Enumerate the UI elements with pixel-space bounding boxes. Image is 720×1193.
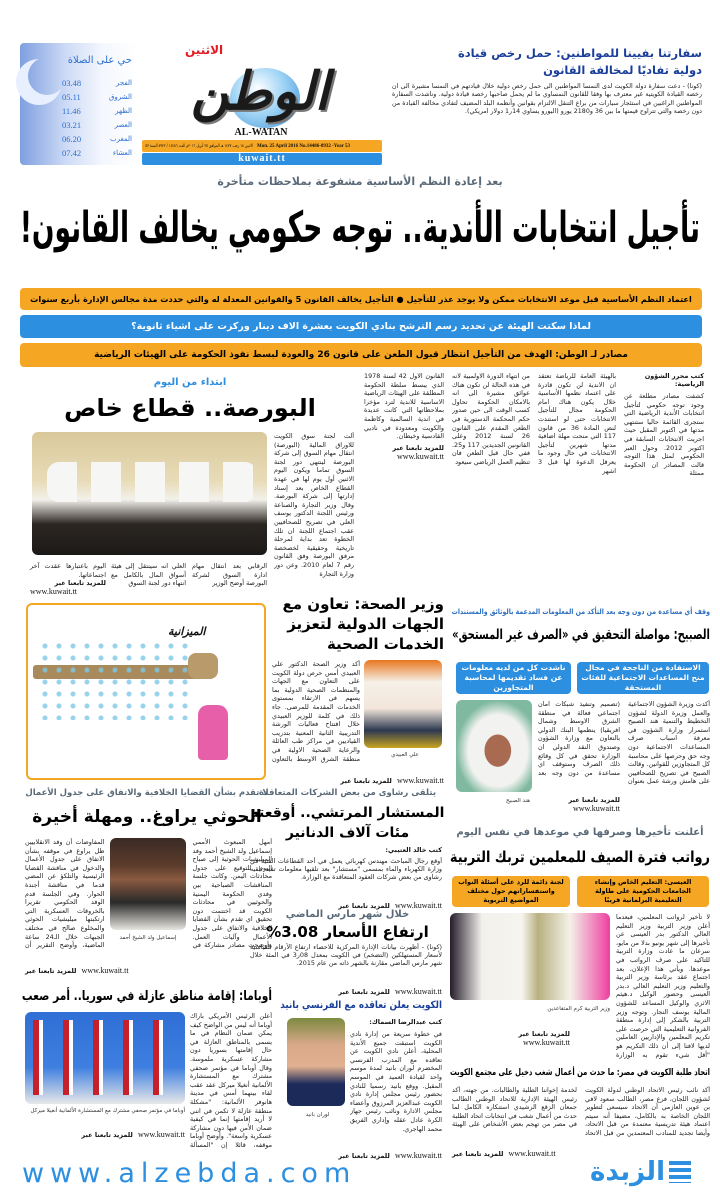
main-url[interactable]: www.kuwait.tt xyxy=(396,451,444,461)
bourse-more: للمزيد تابعنا عبر xyxy=(54,579,106,588)
footer-logo xyxy=(590,1153,700,1191)
health-body: أكد وزير الصحة الدكتور علي العبيدي أمس حرص دولة الكويت على التعاون مع الجهات والمنظمات الصحية الدولية بما يسهم في الارتقاء بمستوى الخدمات المقدمة للمرضى. جاء ذلك في كلمة للوزير العبيدي خلال افتتاح فعاليات الورشة التدريبية الثانية المعنية بتدريب القياديين في مراكز طب العائلة والرعاية الصحية الاولية في منطقة الشرق الاوسط بالتعاون xyxy=(272,660,360,763)
subaih-headline[interactable]: الصبيح: مواصلة التحقيق في «الصرف غير المستحق» xyxy=(452,627,710,643)
prayer-time-row xyxy=(62,132,132,146)
students-url[interactable]: www.kuwait.tt xyxy=(508,1149,556,1158)
subaih-kicker: وقف أي مساعدة من دون وجه بعد التأكد من المعلومات المدعمة بالوثائق والمستندات xyxy=(451,607,710,616)
bourse-url[interactable]: www.kuwait.tt xyxy=(30,587,78,597)
students-body: أكد نائب رئيس الاتحاد الوطني لدولة الكويت لشؤون اللجان، فرع مصر، الطالب سعود لافي بن عوين العازمي أن الاتحاد سيسعى لتطوير اللجان الخاصة به بالكامل، مضيفا أنه سيتم اعتماد هيئة تدريسية معتمدة من قبل الاتحاد، وأيضا تجديد للمنادب المعتمدين من قبل الاتحاد لخدمة إخواننا الطلبة والطالبات. من جهته، أكد رئيس الهيئة الإدارية للاتحاد الوطني الطالب جمعان الزقع الرشيدي استنكاره الكامل لما حدث من أعمال شغب في انتخابات اتحاد الطلبة في مصر من تهجم بعض الأشخاص على الهيئة xyxy=(452,1086,710,1137)
date-bar xyxy=(142,140,382,152)
teachers-body: لا تأخير لرواتب المعلمين، فبعدما أعلن وزير التربية وزير التعليم العالي الدكتور بدر العيسى عن تأخيرها إلى شهر يونيو بدلا من مايو، سرعان ما عادت وزارة التربية للتاكيد على صرف الرواتب في موعدها. ويأتي هذا الإعلان، بعد اجتماع عقد برئاسة وزير التربية والتعليم وزير التعليم العالي د.بدر العيسى وحضور الوكيل د.هيثم الاثري والوكيل المساعد للشؤون المالية يوسف النجار. وتوجه وزير التربية بالشكر إلى إدارة منطقة الفروانية التعليمية التي حرصت على تكريم المعلمين والإداريين العاملين لديها لافتا إلى أن ذلك التكريم هو "أقل شيء تقوم به الوزارة xyxy=(616,913,710,1059)
bribe-kicker: يتلقى رشاوى من بعض الشركات المتعاقدة xyxy=(258,788,437,798)
prayer-name: الظهر xyxy=(115,107,132,115)
prayer-time-row xyxy=(62,76,132,90)
day-label: الاثنين xyxy=(185,43,224,57)
club-more: للمزيد تابعنا عبر xyxy=(338,1152,390,1160)
prayer-name: المغرب xyxy=(110,135,132,143)
prayer-time-row xyxy=(62,146,132,160)
subaih-box-2: ناشدت كل من لديه معلومات عن فساد تقديمها لمحاسبة المتجاوزين xyxy=(456,662,571,694)
houthi-url[interactable]: www.kuwait.tt xyxy=(81,966,129,975)
club-photo xyxy=(287,1018,345,1106)
houthi-kicker: لا تقدم بشأن القضايا الخلافية والاتفاق على جدول الأعمال xyxy=(25,788,269,798)
main-col-2: بالهيئة العامة للرياضة تعتقد ان الاندية لن تكون قادرة على اعتماد نظمها الأساسية خلال يكون هناك امام الحكومة مجال للتأجيل الانتخابات حتى لو استندت لنص المادة 36 من قانون 117 التي منحت مهلة اضافية مدتها شهرين لتأجيل الانتخابات في حال وجود ما يعرقل الدعوة لها قبل 3 اشهر xyxy=(538,372,616,475)
bourse-body: ألت لجنة سوق الكويت للاوراق المالية (البورصة) انتقال مهام السوق إلى شركة البورصة لينتهي دور لجنة السوق تماما ويكون اليوم الاثنين أول يوم لها في عهدة القطاع الخاص بعد إسناد إدارتها إلى شركة البورصة. وقال وزير التجارة والصناعة ورئيس اللجنة الدكتور يوسف العلي في تصريح للصحافيين عقب اجتماع اللجنة ان تلك الخطوة تعد بداية لمرحلة تاريخية وحقيقية لخصخصة مرفق البورصة وفق القانون رقم 7 لعام 2010. وعن دور وزارة التجارة xyxy=(274,432,354,578)
main-kicker: بعد إعادة النظم الأساسية مشفوعة بملاحظات متأخرة xyxy=(217,175,503,188)
bourse-headline[interactable]: البورصة.. قطاع خاص xyxy=(64,394,316,422)
main-col-4: القانون الاول 42 لسنة 1978 الذي يبسط سلطة الحكومة المطلقة على الهيئات الرياضية الاساسية للاندية لترد مؤخرا بملاحظاتها التي كانت عديدة في اندية السالمية وكاظمة والكويت ومعدودة في ناديي القادسية وخيطان. xyxy=(364,372,444,441)
water-drops xyxy=(38,640,188,720)
subaih-caption: هند الصبيح xyxy=(505,798,530,804)
subaih-photo xyxy=(456,700,532,792)
teachers-box-1: العيسى: التعليم الخاص وإنشاء الجامعات الحكومية على طاولة التعليمية البرلمانية قريبًا xyxy=(577,876,709,907)
main-col-3: من انتهاء الدورة الاولمبية لانه في هذه الحالة لن تكون هناك عوائق مشيرة الى انه بالامكان الحكومة تحاول كسب الوقت الى حين صدور حكم المحكمة الدستورية في الطعن المقدم على القانون 26 لسنة 2012 وعلى القانونين الجديدين 117 و25. ففي حال قبل الطعن فان تنظيم العمل الرياضي سيعود xyxy=(452,372,530,466)
cartoon-figure xyxy=(198,705,228,760)
inflation-kicker: خلال شهر مارس الماضي xyxy=(285,909,410,920)
logo-text: الوطن xyxy=(190,62,330,122)
logo-lines-icon xyxy=(669,1161,691,1183)
top-story-body: (كونا) - دعت سفارة دولة الكويت لدى النمسا المواطنين الى حمل رخص دولية خلال قيادتهم في النمسا مشيرة الى ان رخصة القيادة الكويتية غير معترف بها وفقا للقانون النمساوي ما لم يحمل صاحبها رخصة قيادة دولية. وناشدت السفارة المواطنين الراغبين في استئجار سيارات من براع التنقل الالتزام بقوانين وأنظمة البلد المضيف لتفادي مخالفة القيادة من دون رخصة والتي تتراوح قيمتها ما بين 36 و2180 يورو (اليورو يساوي 14ر1 دولار امريكي). xyxy=(392,83,702,115)
club-body: في خطوة سريعة من إدارة نادي الكويت استبقت جميع الأندية المحلية، أعلن نادي الكويت عن تعاقده مع المدرب الفرنسي المخضرم لوران بانيد لمدة موسم واحد لقيادة العميد في الموسم المقبل. ووقع بانيد رسميا للنادي بحضور رئيس مجلس إدارة نادي الكويت عبدالعزيز المرزوق وأعضاء مجلس الادارة ونائب رئيس جهاز الكرة عادل عقله وإداري الفريق محمد الهاجري. xyxy=(350,1030,442,1133)
main-article xyxy=(360,372,704,552)
main-bar-1 xyxy=(20,288,702,310)
subaih-body: أكدت وزيرة الشؤون الاجتماعية والعمل وزيرة الدولة لشؤون التخطيط والتنمية هند الصبيح استمرار وزارة الشؤون في معرفة اسباب صرف المساعدات الاجتماعية دون وجه حق وحرصها على محاسبة كل المتجاوزين للقوانين. وقالت الصبيح في تصريح للصحافيين على هامش ورشة عمل بعنوان (تصميم وتنفيذ شبكات امان اجتماعي فعالة في منطقة الشرق الاوسط وشمال افريقيا) ينظمها البنك الدولي بالتعاون مع وزارة الشؤون وصندوق النقد الدولي ان الوزارة تحقق في كل وقائع ذلك الصرف وستوقف اي مساعدة من دون وجه بعد xyxy=(538,700,710,786)
bribe-url[interactable]: www.kuwait.tt xyxy=(394,901,442,910)
subaih-url[interactable]: www.kuwait.tt xyxy=(572,804,620,813)
date-arabic: الاثنين ١٨ رجب ١٤٣٧ هـ الموافق ٢٥ أبريل ٢٠١٦م العدد ١٤٤٨٦ / ٨٩٣٢ السنة ٥٣ xyxy=(145,143,253,149)
houthi-more: للمزيد تابعنا عبر xyxy=(25,967,77,975)
inflation-url[interactable]: www.kuwait.tt xyxy=(394,987,442,996)
cartoon xyxy=(26,603,266,780)
subaih-box-1: الاستفادة من الناجحة في مجال منح المساعدات الاجتماعية للفئات المستحقة xyxy=(577,662,709,694)
main-byline: كتب محرر الشؤون الرياضية: xyxy=(644,372,704,388)
main-bar-3 xyxy=(20,343,702,367)
teachers-caption: وزير التربية كرم المتقاعدين xyxy=(547,1006,610,1012)
subaih-more: للمزيد تابعنا عبر xyxy=(568,796,620,804)
houthi-headline[interactable]: الحوثي يراوغ.. ومهلة أخيرة xyxy=(32,807,262,827)
health-headline[interactable]: وزير الصحة: تعاون مع الجهات الدولية لتعزيز الخدمات الصحية xyxy=(282,595,444,653)
prayer-times-list xyxy=(62,76,132,160)
teachers-photo xyxy=(450,913,610,1000)
inflation-body: (كونا) - أظهرت بيانات الإدارة المركزية للاحصاء ارتفاع الأرقام القياسية لأسعار المستهلكين (التضخم) في الكويت بمعدل 08ر3 في المئة خلال شهر مارس الماضي مقارنة بالشهر ذاته من عام 2015. xyxy=(250,943,442,967)
main-bar-2 xyxy=(20,315,702,338)
main-bar-1-text: اعتماد النظم الأساسية قبل موعد الانتخابات ممكن ولا يوجد عذر للتأجيل ● التأجيل يخالف القانون 5 والقوانين المعدلة له والتي حددت مدة مجالس الإدارة بأربع سنوات xyxy=(30,294,692,304)
bribe-more: للمزيد تابعنا عبر xyxy=(338,902,390,910)
prayer-time: 11.46 xyxy=(62,106,81,116)
site-bar[interactable]: kuwait.tt xyxy=(142,153,382,165)
club-headline[interactable]: الكويت يعلن تعاقده مع الفرنسي بانيد xyxy=(280,1000,442,1011)
tap-icon xyxy=(188,653,218,679)
health-caption: علي العبيدي xyxy=(391,752,419,758)
bourse-caption-3: اليوم باعتبارها عقدت آخر اجتماعاتها. xyxy=(30,562,106,579)
prayer-time: 06.20 xyxy=(62,134,82,144)
prayer-time-row xyxy=(62,118,132,132)
main-bar-2-text: لماذا سكتت الهيئة عن تحديد رسم الترشح بنادي الكويت بعشرة الاف دينار وركزت على اشياء ثانوية؟ xyxy=(131,321,591,332)
main-headline[interactable]: تأجيل انتخابات الأندية.. توجه حكومي يخالف القانون! xyxy=(19,203,700,253)
teachers-url[interactable]: www.kuwait.tt xyxy=(522,1038,570,1047)
health-url[interactable]: www.kuwait.tt xyxy=(396,776,444,785)
bourse-photo xyxy=(32,432,267,555)
prayer-time: 05.11 xyxy=(62,92,81,102)
students-headline[interactable]: اتحاد طلبة الكويت في مصر: ما حدث من أعمال شغب دخيل على مجتمع الكويت xyxy=(449,1068,710,1078)
health-more: للمزيد تابعنا عبر xyxy=(340,777,392,785)
obama-url[interactable]: www.kuwait.tt xyxy=(137,1130,185,1139)
houthi-caption: إسماعيل ولد الشيخ أحمد xyxy=(119,935,177,941)
prayer-name: العشاء xyxy=(112,149,132,157)
prayer-times-box xyxy=(20,43,138,165)
prayer-name: الشروق xyxy=(109,93,132,101)
obama-headline[interactable]: أوباما: إقامة مناطق عازلة في سوريا.. أمر صعب xyxy=(21,989,272,1004)
club-url[interactable]: www.kuwait.tt xyxy=(394,1151,442,1160)
main-col-1: كشفت مصادر مطلعة عن وجود توجه حكومي لتأجيل انتخابات الأندية الرياضية التي ستجرى القائمة حاليا ستنتهي مدتها في اكتوبر المقبل حيث اجريت الانتخابات السابقة في اكتوبر 2012. وحول العبر الحكومي لمثل هذا التوجه قالت المصادر ان الحكومة ممثلة xyxy=(624,392,704,478)
date-english: Mon. 25 April 2016 No.14486-8932 -Year 53 xyxy=(257,143,350,149)
logo-text: الزبدة xyxy=(590,1157,665,1187)
bribe-headline[interactable]: المستشار المرتشي.. أوقعته مئات آلاف الدنانير xyxy=(250,805,445,841)
bribe-byline: كتب خالد العتيبي: xyxy=(385,846,442,854)
prayer-time: 03.48 xyxy=(62,78,82,88)
teachers-headline[interactable]: رواتب فترة الصيف للمعلمين تربك التربية xyxy=(449,848,710,866)
crescent-moon-icon xyxy=(28,57,66,95)
top-story-headline[interactable]: سفارتنا بفيينا للمواطنين: حمل رخص قيادة دولية تفاديًا لمخالفة القانون xyxy=(457,46,702,77)
bourse-caption-1: الرقابي بعد انتقال مهام ادارة السوق لشركة البورصة أوضح الوزير xyxy=(192,562,267,588)
inflation-more: للمزيد تابعنا عبر xyxy=(338,988,390,996)
teachers-box-2: لجنة دائمة للرد على أسئلة النواب واستفساراتهم حول مختلف المواضيع التربوية xyxy=(452,876,570,907)
health-photo xyxy=(364,660,442,748)
obama-caption: أوباما في مؤتمر صحفي مشترك مع المستشارة الألمانية أنغيلا ميركل xyxy=(30,1108,185,1114)
bribe-body: أوقع رجال المباحث مهندس كهربائي يعمل في أحد القطاعات الفنية في وزارة الكهرباء والماء بمسمى "مستشار" بعد تلقيها معلومات تفيد تلقيه رشاوى من بعض شركات العقود المتعاقدة مع الوزارة. xyxy=(250,857,442,881)
prayer-title: حي على الصلاة xyxy=(67,55,132,66)
houthi-body: أمهل المبعوث الأممي إسماعيل ولد الشيخ أحمد وفد الميليشيات الحوثية إلى صباح اليوم للتوقيع على جدول محادثات اليمن. وكانت جلسة المناقشات الصباحية بين وفدي الحكومة اليمنية والحوثيين في محادثات الكويت قد اختتمت دون تحقيق اي تقدم بشأن القضايا الخلافية والاتفاق على جدول الأعمال وآليات العمل. وأوضحت مصادر مشاركة في المفاوضات أن وفد الانقلابيين ظل يراوغ في موقفه بشأن الاتفاق على جدول الأعمال والدخول في مناقشة القضايا الرئيسية والتلكؤ عن المضي قدما في مناقشة أجندة الحوار. وفي الجلسة قدم الوفد الحكومي تقريرا بالخروقات العسكرية التي ارتكبتها ميليشيات الحوثي والمخلوع صالح في مختلف الجبهات خلال الـ24 ساعة الماضية، وأوضح التقرير أن xyxy=(25,838,272,950)
club-caption: لوران بانيد xyxy=(305,1112,330,1118)
top-story xyxy=(392,45,702,116)
prayer-time: 03.21 xyxy=(62,120,82,130)
bourse-caption-2: العلي انه سينتقل إلى هيئة أسواق المال بالكامل مع انتهاء دور لجنة السوق xyxy=(111,562,186,588)
cartoon-label: الميزانية xyxy=(168,625,206,638)
prayer-time-row xyxy=(62,104,132,118)
flags xyxy=(33,1020,177,1095)
prayer-name: العصر xyxy=(114,121,132,129)
obama-more: للمزيد تابعنا عبر xyxy=(81,1131,133,1139)
masthead xyxy=(140,43,382,165)
main-more: للمزيد تابعنا عبر xyxy=(392,443,444,452)
teachers-kicker: أعلنت تأخيرها وصرفها في موعدها في نفس اليوم xyxy=(456,827,704,838)
inflation-headline[interactable]: ارتفاع الأسعار 3.08% xyxy=(266,923,429,941)
logo-english: AL-WATAN xyxy=(234,127,288,138)
obama-body: أعلن الرئيس الأمريكي باراك أوباما أنه ليس من الواضح كيف يمكن ضمان النظام في ما يسمى بالمناطق العازلة في حال إقامتها بسوريا دون مشاركة عسكرية ملموسة. وقال أوباما في مؤتمر صحفي مشترك مع المستشارة الألمانية أنغيلا ميركل عقد عقب لقاء بينهما أمس في مدينة هانوفر الألمانية: "مشكلة منطقة عازلة لا تكمن في انني لا أريد إقامتها إنما في كيفية ضمان الأمن فيها دون مشاركة عسكرية واسعة". وأوضح أوباما موقفه، قائلا إن "المسألة xyxy=(190,1012,272,1149)
bourse-kicker: ابتداء من اليوم xyxy=(153,377,227,388)
teachers-more: للمزيد تابعنا عبر xyxy=(518,1030,570,1038)
main-bar-3-text: مصادر لـ الوطن: الهدف من التأجيل انتظار قبول الطعن على قانون 26 والعودة لبسط نفوذ الحكومة على الهيئات الرياضية xyxy=(94,350,628,360)
students-more: للمزيد تابعنا عبر xyxy=(452,1150,504,1158)
prayer-time-row xyxy=(62,90,132,104)
prayer-time: 07.42 xyxy=(62,148,82,158)
footer-site[interactable]: www.alzebda.com xyxy=(22,1158,357,1189)
club-byline: كتب عبدالرضا السماك: xyxy=(369,1018,442,1026)
obama-photo xyxy=(25,1012,185,1104)
prayer-name: الفجر xyxy=(116,79,132,87)
